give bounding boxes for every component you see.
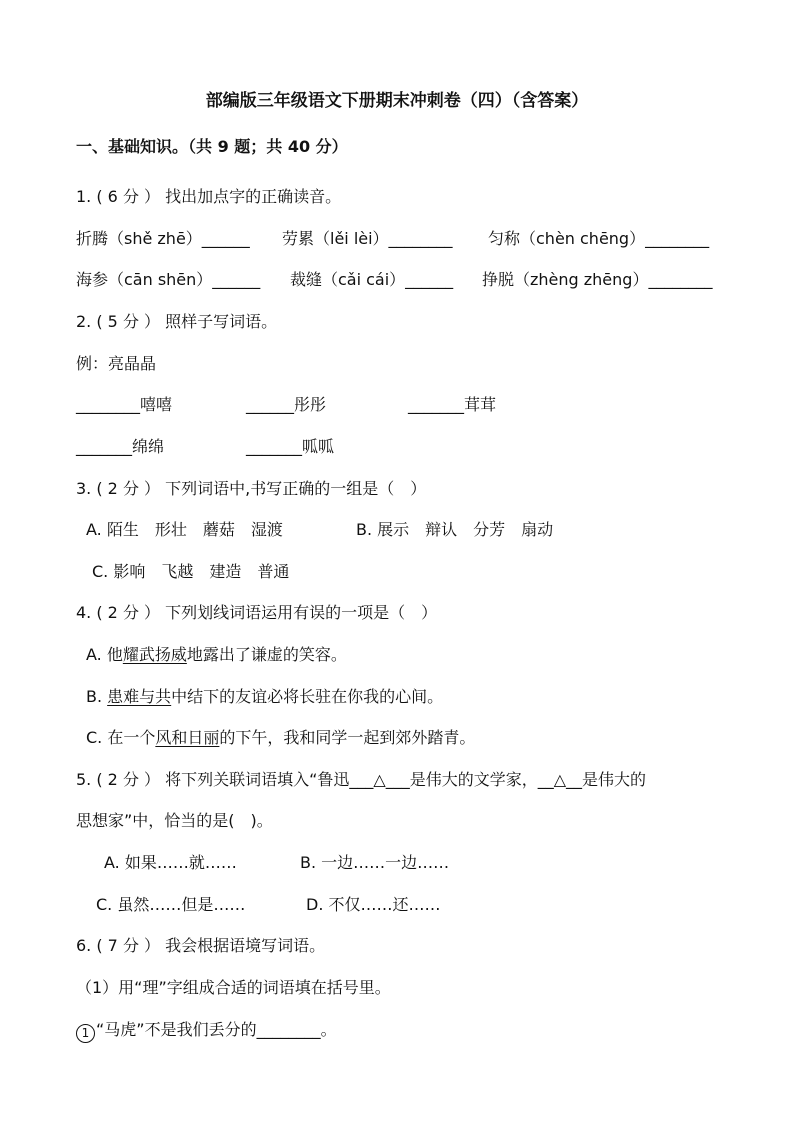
q4-option-c-underlined: 风和日丽 [155, 728, 220, 747]
q4-option-b [86, 687, 443, 707]
q1-item: 匀称（chèn chēng）________ [488, 229, 710, 248]
question-2-stem: 2. ( 5 分 ） 照样子写词语。 [76, 312, 278, 331]
q6-item-1 [76, 1020, 337, 1043]
question-4-stem: 4. ( 2 分 ） 下列划线词语运用有误的一项是（ ） [76, 603, 438, 622]
question-3-stem: 3. ( 2 分 ） 下列词语中,书写正确的一组是（ ） [76, 479, 427, 498]
q4-option-c-post: 的下午，我和同学一起到郊外踏青。 [219, 728, 476, 747]
q2-item: _______绵绵 [76, 437, 165, 456]
q2-item: _______呱呱 [246, 437, 335, 456]
q1-item: 折腾（shě zhē）______ [76, 229, 250, 248]
q1-item: 劳累（lěi lèi）________ [282, 229, 453, 248]
q4-option-a-pre: A. 他 [86, 645, 123, 664]
q4-option-c [86, 728, 475, 748]
section-heading: 一、基础知识。（共 9 题；共 40 分） [76, 137, 348, 156]
q4-option-b-post: 中结下的友谊必将长驻在你我的心间。 [171, 687, 444, 706]
circled-number: 1 [76, 1024, 95, 1043]
q4-option-b-underlined: 患难与共 [107, 687, 172, 706]
q5-option-b: B. 一边……一边…… [300, 853, 450, 872]
q1-item: 海参（cān shēn）______ [76, 270, 261, 289]
q4-option-a-underlined: 耀武扬威 [122, 645, 187, 664]
q6-sub-1: （1）用“理”字组成合适的词语填在括号里。 [76, 978, 391, 997]
q5-option-a: A. 如果……就…… [104, 853, 237, 872]
q5-option-c: C. 虽然……但是…… [96, 895, 246, 914]
q3-option-a: A. 陌生 形壮 蘑菇 湿渡 [86, 520, 283, 539]
q1-item: 裁缝（cǎi cái）______ [290, 270, 454, 289]
q5-option-d: D. 不仅……还…… [306, 895, 441, 914]
q4-option-a [86, 645, 347, 665]
q1-item: 挣脱（zhèng zhēng）________ [482, 270, 713, 289]
q4-option-c-pre: C. 在一个 [86, 728, 156, 747]
question-6-stem: 6. ( 7 分 ） 我会根据语境写词语。 [76, 936, 326, 955]
q4-option-a-post: 地露出了谦虚的笑容。 [186, 645, 347, 664]
q2-item: _______茸茸 [408, 395, 497, 414]
question-5-stem: 5. ( 2 分 ） 将下列关联词语填入“鲁迅___△___是伟大的文学家，__△__是伟大的 [76, 770, 647, 789]
question-1-stem: 1. ( 6 分 ） 找出加点字的正确读音。 [76, 187, 342, 206]
q6-item-1-text: “马虎”不是我们丢分的________。 [96, 1020, 337, 1039]
q3-option-b: B. 展示 辩认 分芳 扇动 [356, 520, 554, 539]
q3-option-c: C. 影响 飞越 建造 普通 [92, 562, 290, 581]
q4-option-b-pre: B. [86, 687, 108, 706]
q2-item: ________嘻嘻 [76, 395, 173, 414]
q2-item: ______彤彤 [246, 395, 327, 414]
question-5-stem-cont: 思想家”中，恰当的是( )。 [76, 811, 273, 830]
q2-example: 例：亮晶晶 [76, 354, 157, 373]
page-title: 部编版三年级语文下册期末冲刺卷（四）（含答案） [205, 91, 589, 111]
